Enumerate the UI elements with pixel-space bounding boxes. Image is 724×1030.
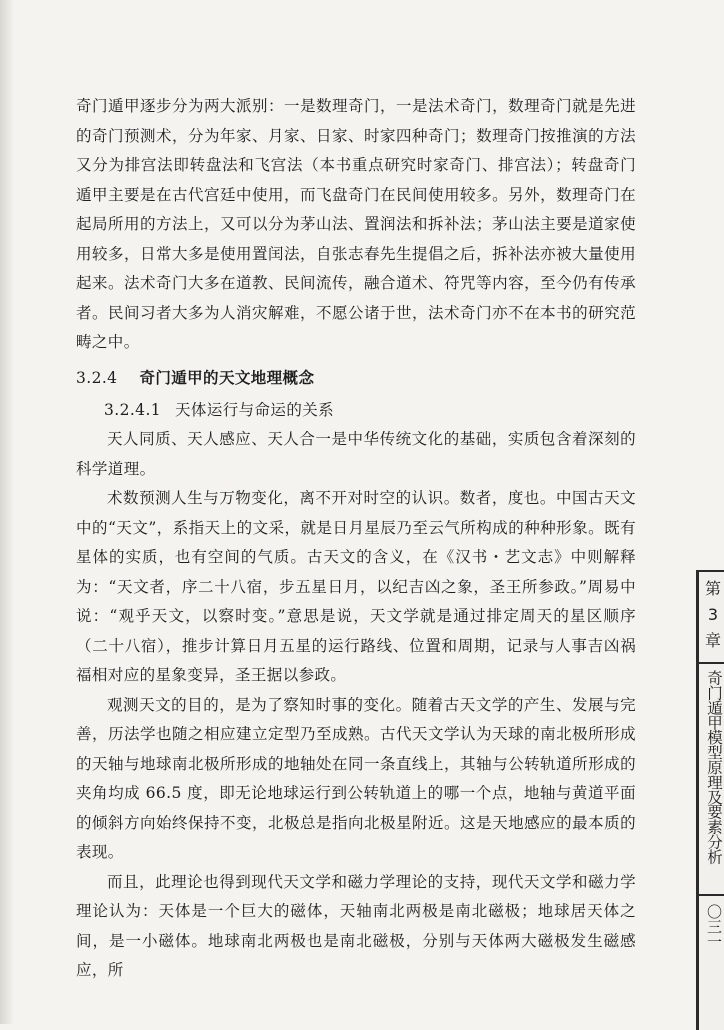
tab-rule: [696, 894, 724, 896]
body-paragraph: 术数预测人生与万物变化，离不开对时空的认识。数者，度也。中国古天文中的“天文”，系指天上的文采，就是日月星辰乃至云气所构成的种种形象。既有星体的实质，也有空间的气质。古天文的含义，在《汉书・艺文志》中则解释为：“天文者，序二十八宿，步五星日月，以纪吉凶之象，圣王所参政。”周易中说：“观乎天文，以察时变。”意思是说，天文学就是通过排定周天的星区顺序（二十八宿），推步计算日月五星的运行路线、位置和周期，记录与人事吉凶祸福相对应的星象变异，圣王据以参政。: [76, 489, 636, 684]
body-paragraph: 观测天文的目的，是为了察知时事的变化。随着古天文学的产生、发展与完善，历法学也随之相应建立定型乃至成熟。古代天文学认为天球的南北极所形成的天轴与地球南北极所形成的地轴处在同一条直线上，其轴与公转轨道所形成的夹角均成 66.5 度，即无论地球运行到公转轨道上的哪一个点，地轴与黄道平面的倾斜方向始终保持不变，北极总是指向北极星附近。这是天地感应的最本质的表现。: [76, 695, 636, 861]
body-paragraph: 而且，此理论也得到现代天文学和磁力学理论的支持，现代天文学和磁力学理论认为：天体是一个巨大的磁体，天轴南北两极是南北磁极；地球居天体之间，是一小磁体。地球南北两极也是南北磁极，分别与天体两大磁极发生磁感应，所: [76, 872, 636, 979]
body-paragraph: 天人同质、天人感应、天人合一是中华传统文化的基础，实质包含着深刻的科学道理。: [76, 430, 636, 478]
subsection-title: 天体运行与命运的关系: [175, 401, 335, 419]
intro-block: [76, 92, 636, 358]
section-heading: [76, 363, 636, 393]
subsection-heading: [76, 395, 636, 425]
section-title: 奇门遁甲的天文地理概念: [139, 369, 315, 387]
section-block: [76, 363, 636, 986]
tab-rule: [696, 570, 724, 572]
chapter-side-tab: [696, 570, 724, 1030]
page-gutter-shadow: [0, 0, 14, 1024]
tab-rule: [696, 662, 724, 664]
page-number: 〇三一: [705, 904, 723, 949]
intro-paragraph: 奇门遁甲逐步分为两大派别：一是数理奇门，一是法术奇门，数理奇门就是先进的奇门预测术，分为年家、月家、日家、时家四种奇门；数理奇门按推演的方法又分为排宫法即转盘法和飞宫法（本书重点研究时家奇门、排宫法）；转盘奇门遁甲主要是在古代宫廷中使用，而飞盘奇门在民间使用较多。另外，数理奇门在起局所用的方法上，又可以分为茅山法、置润法和拆补法；茅山法主要是道家使用较多，日常大多是使用置闰法，自张志春先生提倡之后，拆补法亦被大量使用起来。法术奇门大多在道教、民间流传，融合道术、符咒等内容，至今仍有传承者。民间习者大多为人消灾解难，不愿公诸于世，法术奇门亦不在本书的研究范畴之中。: [76, 97, 636, 351]
chapter-title-vertical: 奇门遁甲模型原理及要素分析: [705, 670, 723, 864]
subsection-number: 3.2.4.1: [104, 401, 162, 419]
section-number: 3.2.4: [76, 369, 118, 387]
chapter-label: 第 3 章: [704, 579, 721, 650]
